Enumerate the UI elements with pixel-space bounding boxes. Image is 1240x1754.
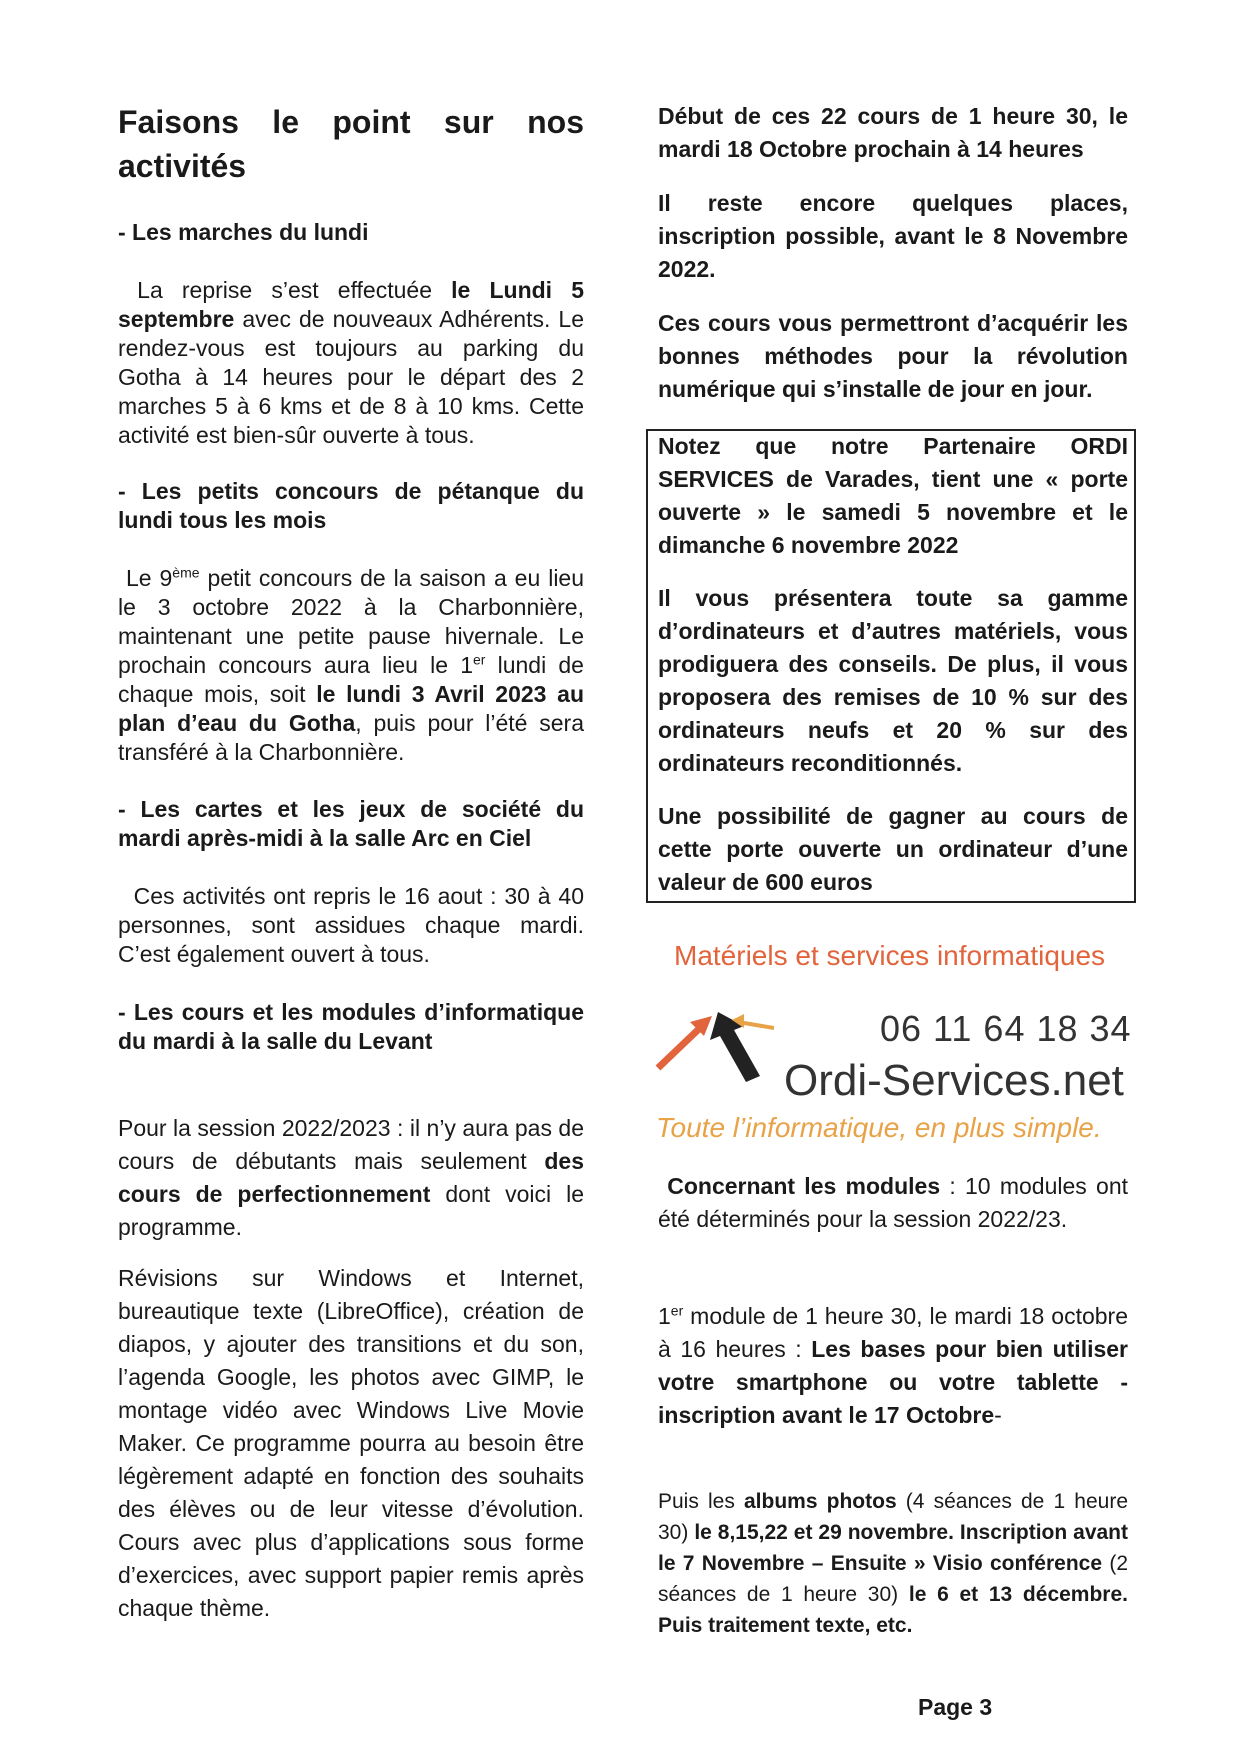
arrows-icon bbox=[654, 1010, 774, 1110]
paragraph-petanque: Le 9ème petit concours de la saison a eu lieu le 3 octobre 2022 à la Charbonnière, maintenant une petite pause hivernale. Le prochain concours aura lieu le 1er lundi de chaque mois, soit le lundi 3 Avril 2023 au plan d’eau du Gotha, puis pour l’été sera transféré à la Charbonnière. bbox=[118, 564, 585, 765]
box-paragraph-gagner: Une possibilité de gagner au cours de cette porte ouverte un ordinateur d’une valeur de 600 euros bbox=[658, 803, 1128, 895]
paragraph-programme: Révisions sur Windows et Internet, bureautique texte (LibreOffice), création de diapos, y ajouter des transitions et du son, l’agenda Google, les photos avec GIMP, le montage vidéo avec Windows Live Movie Maker. Ce programme pourra au besoin être légèrement adapté en fonction des souhaits des élèves ou de leur vitesse d’évolution. Cours avec plus d’applications sous forme d’exercices, avec support papier remis après chaque thème. bbox=[118, 1265, 584, 1621]
paragraph-module-1: 1er module de 1 heure 30, le mardi 18 octobre à 16 heures : Les bases pour bien utiliser votre smartphone ou votre tablette - inscription avant le 17 Octobre- bbox=[658, 1302, 1129, 1428]
logo-tagline: Toute l’informatique, en plus simple. bbox=[656, 1112, 1102, 1143]
section-heading-cartes: - Les cartes et les jeux de société du mardi après-midi à la salle Arc en Ciel bbox=[118, 796, 584, 851]
paragraph-places: Il reste encore quelques places, inscription possible, avant le 8 Novembre 2022. bbox=[658, 190, 1128, 282]
paragraph-debut-cours: Début de ces 22 cours de 1 heure 30, le mardi 18 Octobre prochain à 14 heures bbox=[658, 103, 1128, 162]
section-heading-marches: - Les marches du lundi bbox=[118, 219, 369, 245]
section-heading-informatique: - Les cours et les modules d’informatique du mardi à la salle du Levant bbox=[118, 999, 584, 1054]
page-number: Page 3 bbox=[918, 1694, 993, 1720]
paragraph-session: Pour la session 2022/2023 : il n’y aura pas de cours de débutants mais seulement des cours de perfectionnement dont voici le programme. bbox=[118, 1115, 584, 1240]
page-title: Faisons le point sur nos activités bbox=[118, 104, 584, 184]
logo-line-materiels: Matériels et services informatiques bbox=[674, 940, 1106, 971]
ordi-services-logo bbox=[654, 920, 1132, 1150]
paragraph-albums-photos: Puis les albums photos (4 séances de 1 heure 30) le 8,15,22 et 29 novembre. Inscription avant le 7 Novembre – Ensuite » Visio conférence (2 séances de 1 heure 30) le 6 et 13 décembre. Puis traitement texte, etc. bbox=[658, 1490, 1129, 1637]
logo-phone: 06 11 64 18 34 bbox=[880, 1008, 1132, 1049]
paragraph-methodes: Ces cours vous permettront d’acquérir les bonnes méthodes pour la révolution numérique qui s’installe de jour en jour. bbox=[658, 310, 1128, 402]
box-paragraph-porte-ouverte: Notez que notre Partenaire ORDI SERVICES de Varades, tient une « porte ouverte » le samedi 5 novembre et le dimanche 6 novembre 2022 bbox=[658, 433, 1128, 558]
paragraph-marches: La reprise s’est effectuée le Lundi 5 septembre avec de nouveaux Adhérents. Le rendez-vous est toujours au parking du Gotha à 14 heures pour le départ des 2 marches 5 à 6 kms et de 8 à 10 kms. Cette activité est bien-sûr ouverte à tous. bbox=[118, 277, 585, 448]
box-paragraph-gamme: Il vous présentera toute sa gamme d’ordinateurs et d’autres matériels, vous prodiguera des conseils. De plus, il vous proposera des remises de 10 % sur des ordinateurs neufs et 20 % sur des ordinateurs reconditionnés. bbox=[658, 585, 1128, 776]
logo-website: Ordi-Services.net bbox=[784, 1056, 1124, 1105]
paragraph-cartes: Ces activités ont repris le 16 aout : 30 à 40 personnes, sont assidues chaque mardi. C’est également ouvert à tous. bbox=[118, 883, 584, 967]
section-heading-petanque: - Les petits concours de pétanque du lundi tous les mois bbox=[118, 478, 584, 533]
paragraph-modules: Concernant les modules : 10 modules ont été déterminés pour la session 2022/23. bbox=[658, 1173, 1128, 1232]
